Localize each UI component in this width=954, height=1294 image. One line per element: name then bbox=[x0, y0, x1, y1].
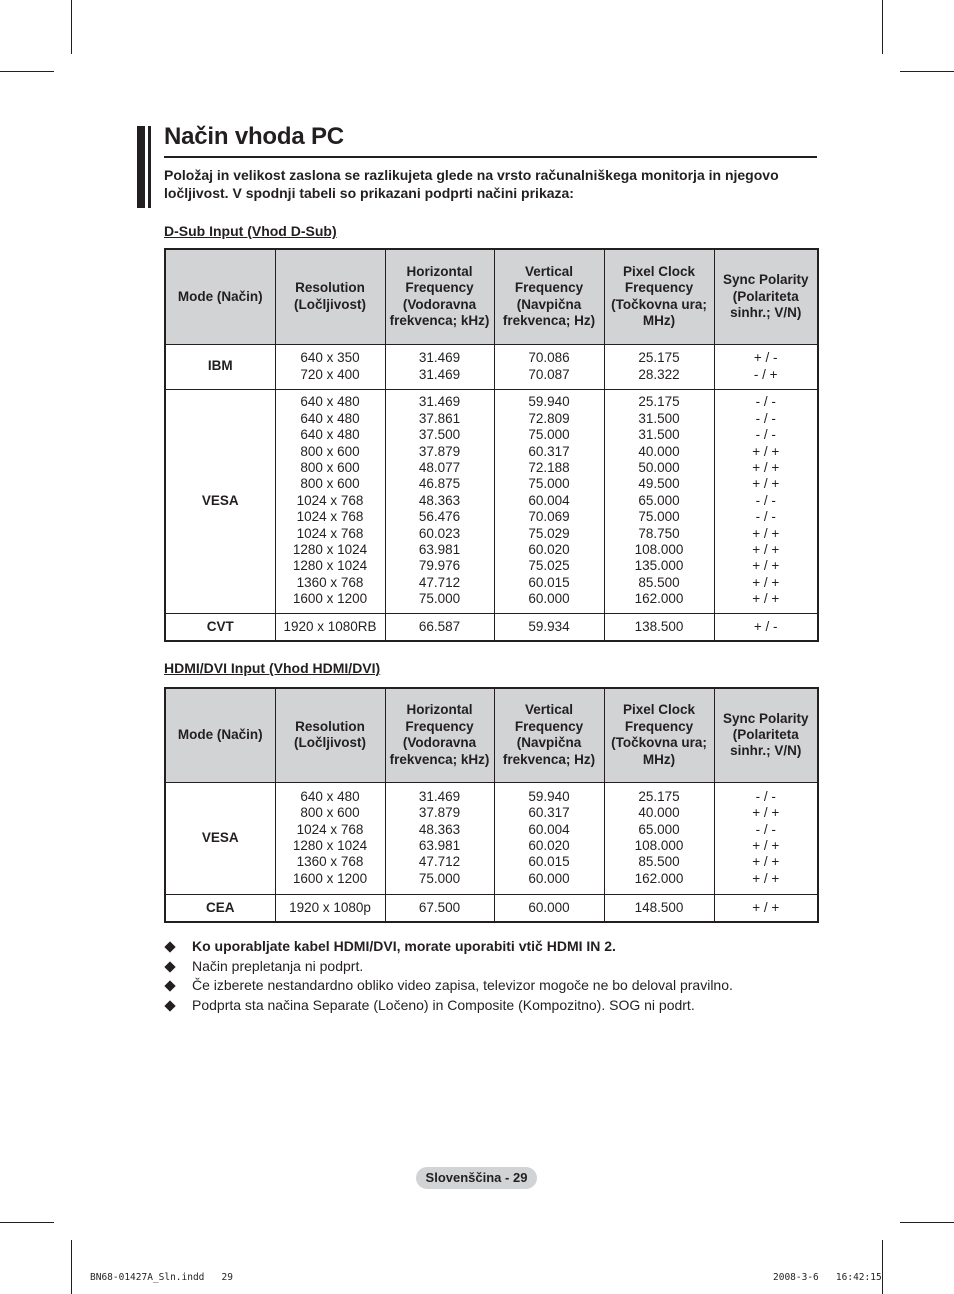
crop-mark-top-left-v bbox=[71, 0, 72, 54]
cell-value: 28.322 bbox=[638, 366, 680, 382]
cell-value: 59.940 bbox=[528, 394, 570, 410]
header-mode: Mode (Način) bbox=[165, 688, 275, 782]
cell-value: 25.175 bbox=[638, 788, 680, 804]
mode-cell: CVT bbox=[165, 613, 275, 641]
cell-value: + / + bbox=[752, 542, 780, 558]
table-row bbox=[165, 344, 818, 389]
sync-polarity-cell bbox=[714, 782, 818, 894]
cell-value: 162.000 bbox=[634, 591, 684, 607]
cell-value: 79.976 bbox=[418, 558, 461, 574]
cell-value: 75.000 bbox=[528, 476, 570, 492]
cell-value: 75.029 bbox=[528, 525, 570, 541]
page-title: Način vhoda PC bbox=[164, 123, 344, 150]
cell-value: 640 x 480 bbox=[300, 427, 360, 443]
page-number-badge: Slovenščina - 29 bbox=[416, 1167, 537, 1189]
cell-value: 800 x 600 bbox=[300, 459, 360, 475]
cell-value: 25.175 bbox=[638, 394, 680, 410]
cell-value: 1280 x 1024 bbox=[292, 542, 368, 558]
cell-value: 59.940 bbox=[528, 788, 570, 804]
cell-value: 47.712 bbox=[418, 574, 461, 590]
cell-value: 70.086 bbox=[528, 350, 570, 366]
intro-text: Položaj in velikost zaslona se razlikujeta glede na vrsto računalniškega monitorja in njegovo ločljivost. V spodnji tabeli so prikazani podprti načini prikaza: bbox=[164, 167, 779, 201]
cell-value: 37.861 bbox=[418, 410, 461, 426]
cell-value: - / - bbox=[755, 821, 776, 837]
cell-value: 67.500 bbox=[418, 899, 461, 915]
cell-value: 40.000 bbox=[638, 443, 680, 459]
cell-value: 1920 x 1080RB bbox=[283, 618, 377, 634]
mode-cell: CEA bbox=[165, 894, 275, 922]
cell-value: - / - bbox=[755, 427, 776, 443]
dsub-section-label: D-Sub Input (Vhod D-Sub) bbox=[164, 223, 337, 239]
cell-value: 108.000 bbox=[634, 838, 684, 853]
cell-value: 37.879 bbox=[418, 443, 461, 459]
title-side-bar-thick bbox=[137, 126, 145, 208]
crop-mark-bottom-right-v bbox=[882, 1240, 883, 1294]
cell-value: 75.025 bbox=[528, 558, 570, 574]
cell-value: 63.981 bbox=[418, 838, 461, 853]
header-resolution: Resolution (Ločljivost) bbox=[275, 249, 385, 344]
cell-value: 1600 x 1200 bbox=[292, 870, 368, 886]
crop-mark-bottom-left-v bbox=[71, 1240, 72, 1294]
print-slug-right: 2008-3-6 16:42:15 bbox=[773, 1272, 882, 1283]
cell-value: 75.000 bbox=[418, 591, 461, 607]
dsub-header-row bbox=[165, 249, 818, 344]
header-pixel-clock: Pixel Clock Frequency (Točkovna ura; MHz) bbox=[604, 688, 714, 782]
cell-value: 1024 x 768 bbox=[296, 492, 364, 508]
note-item bbox=[164, 996, 824, 1016]
cell-value: 640 x 480 bbox=[300, 410, 360, 426]
cell-value: + / + bbox=[752, 558, 780, 574]
bullet-diamond-icon bbox=[164, 980, 175, 991]
cell-value: 75.000 bbox=[638, 509, 680, 525]
sync-polarity-cell bbox=[714, 389, 818, 613]
cell-value: 48.363 bbox=[418, 821, 461, 837]
mode-cell: VESA bbox=[165, 782, 275, 894]
table-row bbox=[165, 782, 818, 894]
cell-value: 1280 x 1024 bbox=[292, 838, 368, 853]
pixel-clock-cell bbox=[604, 894, 714, 922]
cell-value: + / + bbox=[752, 870, 780, 886]
cell-value: 60.000 bbox=[528, 591, 570, 607]
horizontal-frequency-cell bbox=[385, 894, 494, 922]
horizontal-frequency-cell bbox=[385, 389, 494, 613]
hdmi-table bbox=[164, 687, 819, 923]
hdmi-header-row bbox=[165, 688, 818, 782]
cell-value: + / + bbox=[752, 459, 780, 475]
bullet-diamond-icon bbox=[164, 961, 175, 972]
cell-value: 31.469 bbox=[418, 394, 461, 410]
cell-value: 1920 x 1080p bbox=[289, 899, 371, 915]
header-vertical-frequency: Vertical Frequency (Navpična frekvenca; Hz) bbox=[494, 249, 604, 344]
cell-value: 640 x 480 bbox=[300, 788, 360, 804]
crop-mark-top-right-v bbox=[882, 0, 883, 54]
cell-value: 85.500 bbox=[638, 574, 680, 590]
header-horizontal-frequency: Horizontal Frequency (Vodoravna frekvenca; kHz) bbox=[385, 249, 494, 344]
table-row bbox=[165, 389, 818, 613]
header-sync-polarity: Sync Polarity (Polariteta sinhr.; V/N) bbox=[714, 249, 818, 344]
cell-value: 37.879 bbox=[418, 805, 461, 821]
resolution-cell bbox=[275, 389, 385, 613]
resolution-cell bbox=[275, 782, 385, 894]
cell-value: 1360 x 768 bbox=[296, 854, 364, 870]
cell-value: + / + bbox=[752, 476, 780, 492]
note-item bbox=[164, 957, 824, 977]
note-item bbox=[164, 976, 824, 996]
cell-value: 78.750 bbox=[638, 525, 680, 541]
cell-value: 66.587 bbox=[418, 618, 461, 634]
cell-value: 108.000 bbox=[634, 542, 684, 558]
cell-value: 1024 x 768 bbox=[296, 509, 364, 525]
cell-value: + / - bbox=[753, 618, 778, 634]
cell-value: - / - bbox=[755, 492, 776, 508]
cell-value: 60.317 bbox=[528, 805, 570, 821]
pixel-clock-cell bbox=[604, 782, 714, 894]
cell-value: + / - bbox=[753, 350, 778, 366]
pixel-clock-cell bbox=[604, 344, 714, 389]
cell-value: 56.476 bbox=[418, 509, 461, 525]
cell-value: 31.469 bbox=[418, 350, 461, 366]
cell-value: 49.500 bbox=[638, 476, 680, 492]
cell-value: 70.069 bbox=[528, 509, 570, 525]
note-text: Način prepletanja ni podprt. bbox=[192, 957, 364, 974]
horizontal-frequency-cell bbox=[385, 613, 494, 641]
cell-value: 60.000 bbox=[528, 870, 570, 886]
cell-value: + / + bbox=[752, 443, 780, 459]
header-pixel-clock: Pixel Clock Frequency (Točkovna ura; MHz) bbox=[604, 249, 714, 344]
header-resolution: Resolution (Ločljivost) bbox=[275, 688, 385, 782]
vertical-frequency-cell bbox=[494, 389, 604, 613]
cell-value: 31.469 bbox=[418, 788, 461, 804]
cell-value: 60.004 bbox=[528, 821, 570, 837]
vertical-frequency-cell bbox=[494, 344, 604, 389]
cell-value: 800 x 600 bbox=[300, 443, 360, 459]
cell-value: 60.015 bbox=[528, 854, 570, 870]
cell-value: - / - bbox=[755, 788, 776, 804]
cell-value: 162.000 bbox=[634, 870, 684, 886]
cell-value: 75.000 bbox=[528, 427, 570, 443]
header-horizontal-frequency: Horizontal Frequency (Vodoravna frekvenca; kHz) bbox=[385, 688, 494, 782]
cell-value: 800 x 600 bbox=[300, 805, 360, 821]
resolution-cell bbox=[275, 894, 385, 922]
sync-polarity-cell bbox=[714, 613, 818, 641]
cell-value: 60.000 bbox=[528, 899, 570, 915]
header-mode: Mode (Način) bbox=[165, 249, 275, 344]
cell-value: 46.875 bbox=[418, 476, 461, 492]
cell-value: 65.000 bbox=[638, 492, 680, 508]
cell-value: 72.188 bbox=[528, 459, 570, 475]
cell-value: 1280 x 1024 bbox=[292, 558, 368, 574]
cell-value: + / + bbox=[752, 805, 780, 821]
cell-value: 148.500 bbox=[634, 899, 684, 915]
title-side-bar-thin bbox=[148, 126, 151, 208]
mode-cell: IBM bbox=[165, 344, 275, 389]
bullet-diamond-icon bbox=[164, 1000, 175, 1011]
vertical-frequency-cell bbox=[494, 782, 604, 894]
resolution-cell bbox=[275, 344, 385, 389]
cell-value: + / + bbox=[752, 899, 780, 915]
hdmi-table-body bbox=[165, 782, 818, 922]
cell-value: 800 x 600 bbox=[300, 476, 360, 492]
cell-value: 31.500 bbox=[638, 410, 680, 426]
cell-value: 40.000 bbox=[638, 805, 680, 821]
title-rule bbox=[164, 156, 817, 158]
cell-value: 135.000 bbox=[634, 558, 684, 574]
cell-value: 63.981 bbox=[418, 542, 461, 558]
table-row bbox=[165, 894, 818, 922]
dsub-table-body bbox=[165, 344, 818, 641]
sync-polarity-cell bbox=[714, 344, 818, 389]
cell-value: 59.934 bbox=[528, 618, 570, 634]
cell-value: 47.712 bbox=[418, 854, 461, 870]
cell-value: - / + bbox=[753, 366, 778, 382]
cell-value: 31.469 bbox=[418, 366, 461, 382]
cell-value: 1024 x 768 bbox=[296, 821, 364, 837]
note-text: Podprta sta načina Separate (Ločeno) in Composite (Kompozitno). SOG ni podrt. bbox=[192, 996, 695, 1013]
cell-value: 25.175 bbox=[638, 350, 680, 366]
cell-value: 60.020 bbox=[528, 542, 570, 558]
resolution-cell bbox=[275, 613, 385, 641]
cell-value: 60.020 bbox=[528, 838, 570, 853]
cell-value: 72.809 bbox=[528, 410, 570, 426]
cell-value: 48.077 bbox=[418, 459, 461, 475]
cell-value: + / + bbox=[752, 854, 780, 870]
header-sync-polarity: Sync Polarity (Polariteta sinhr.; V/N) bbox=[714, 688, 818, 782]
cell-value: 720 x 400 bbox=[300, 366, 360, 382]
crop-mark-top-right-h bbox=[900, 71, 954, 72]
cell-value: + / + bbox=[752, 574, 780, 590]
mode-cell: VESA bbox=[165, 389, 275, 613]
cell-value: 640 x 350 bbox=[300, 350, 360, 366]
cell-value: 60.015 bbox=[528, 574, 570, 590]
crop-mark-top-left-h bbox=[0, 71, 54, 72]
cell-value: 1600 x 1200 bbox=[292, 591, 368, 607]
cell-value: 60.004 bbox=[528, 492, 570, 508]
cell-value: 85.500 bbox=[638, 854, 680, 870]
cell-value: 70.087 bbox=[528, 366, 570, 382]
horizontal-frequency-cell bbox=[385, 782, 494, 894]
table-row bbox=[165, 613, 818, 641]
pixel-clock-cell bbox=[604, 389, 714, 613]
dsub-table bbox=[164, 248, 819, 642]
vertical-frequency-cell bbox=[494, 613, 604, 641]
cell-value: - / - bbox=[755, 509, 776, 525]
cell-value: + / + bbox=[752, 838, 780, 853]
pixel-clock-cell bbox=[604, 613, 714, 641]
header-vertical-frequency: Vertical Frequency (Navpična frekvenca; Hz) bbox=[494, 688, 604, 782]
hdmi-section-label: HDMI/DVI Input (Vhod HDMI/DVI) bbox=[164, 660, 381, 676]
cell-value: 1024 x 768 bbox=[296, 525, 364, 541]
cell-value: - / - bbox=[755, 394, 776, 410]
cell-value: 640 x 480 bbox=[300, 394, 360, 410]
cell-value: 50.000 bbox=[638, 459, 680, 475]
print-slug-left: BN68-01427A_Sln.indd 29 bbox=[90, 1272, 233, 1283]
cell-value: 60.317 bbox=[528, 443, 570, 459]
cell-value: 1360 x 768 bbox=[296, 574, 364, 590]
cell-value: 138.500 bbox=[634, 618, 684, 634]
notes-list bbox=[164, 937, 824, 1015]
cell-value: 60.023 bbox=[418, 525, 461, 541]
crop-mark-bottom-right-h bbox=[900, 1222, 954, 1223]
cell-value: 75.000 bbox=[418, 870, 461, 886]
note-item bbox=[164, 937, 824, 957]
cell-value: 37.500 bbox=[418, 427, 461, 443]
note-text: Ko uporabljate kabel HDMI/DVI, morate uporabiti vtič HDMI IN 2. bbox=[192, 938, 616, 954]
cell-value: - / - bbox=[755, 410, 776, 426]
sync-polarity-cell bbox=[714, 894, 818, 922]
cell-value: 65.000 bbox=[638, 821, 680, 837]
cell-value: 48.363 bbox=[418, 492, 461, 508]
cell-value: + / + bbox=[752, 591, 780, 607]
vertical-frequency-cell bbox=[494, 894, 604, 922]
horizontal-frequency-cell bbox=[385, 344, 494, 389]
crop-mark-bottom-left-h bbox=[0, 1222, 54, 1223]
cell-value: + / + bbox=[752, 525, 780, 541]
note-text: Če izberete nestandardno obliko video zapisa, televizor mogoče ne bo deloval pravilno. bbox=[192, 977, 733, 993]
cell-value: 31.500 bbox=[638, 427, 680, 443]
bullet-diamond-icon bbox=[164, 941, 175, 952]
